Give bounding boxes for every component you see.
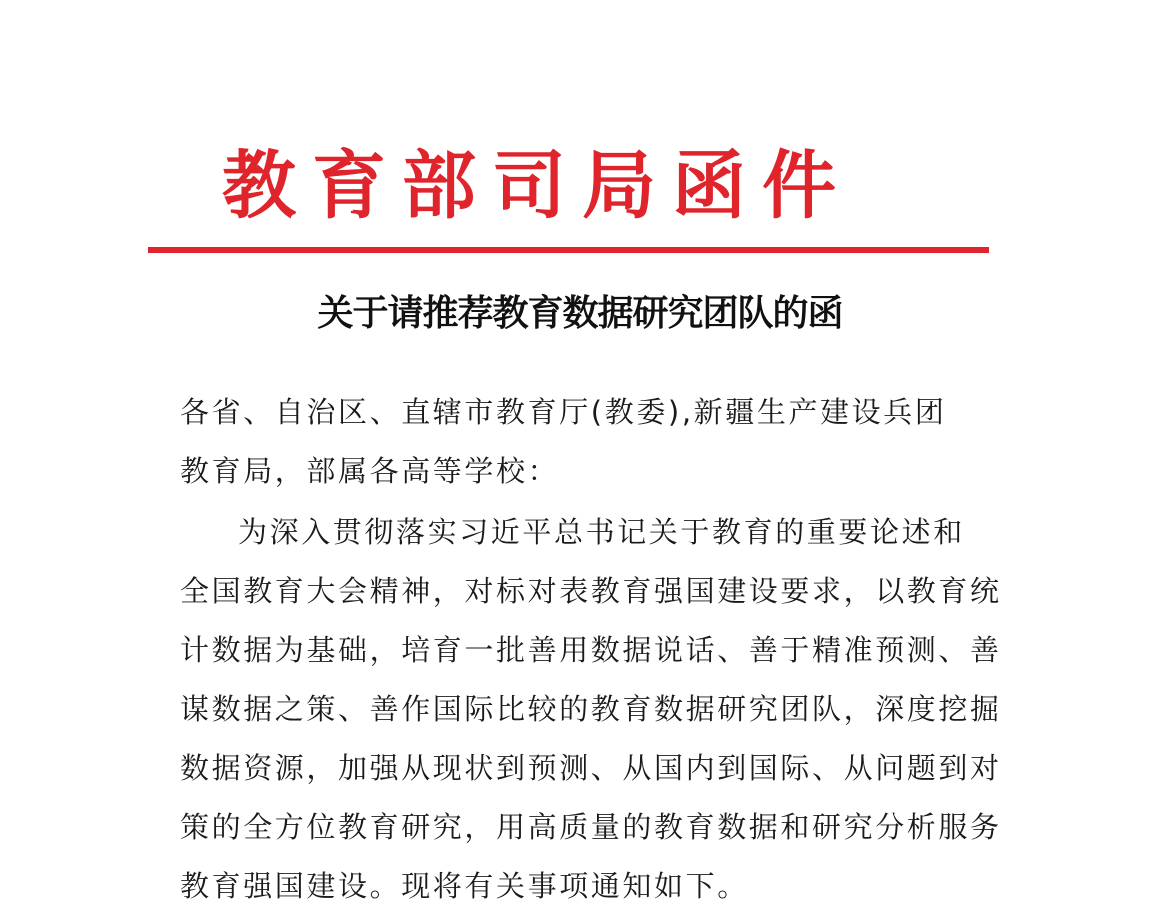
paragraph-line: 数据资源，加强从现状到预测、从国内到国际、从问题到对 [180, 751, 1002, 785]
paragraph-line: 计数据为基础，培育一批善用数据说话、善于精准预测、善 [180, 633, 1002, 667]
paragraph-line: 策的全方位教育研究，用高质量的教育数据和研究分析服务 [180, 810, 1002, 844]
paragraph-line: 谋数据之策、善作国际比较的教育数据研究团队，深度挖掘 [180, 692, 1002, 726]
paragraph-line: 教育强国建设。现将有关事项通知如下。 [180, 869, 749, 903]
paragraph-line: 全国教育大会精神，对标对表教育强国建设要求，以教育统 [180, 574, 1002, 608]
masthead-title: 教育部司局函件 [222, 143, 852, 229]
body-paragraph [180, 503, 1002, 916]
addressee-block [180, 383, 980, 501]
document-title: 关于请推荐教育数据研究团队的函 [317, 293, 843, 334]
red-divider-rule [148, 247, 989, 253]
paragraph-line: 为深入贯彻落实习近平总书记关于教育的重要论述和 [238, 515, 965, 549]
addressee-line: 教育局，部属各高等学校： [180, 454, 560, 488]
addressee-line: 各省、自治区、直辖市教育厅(教委),新疆生产建设兵团 [180, 395, 947, 429]
